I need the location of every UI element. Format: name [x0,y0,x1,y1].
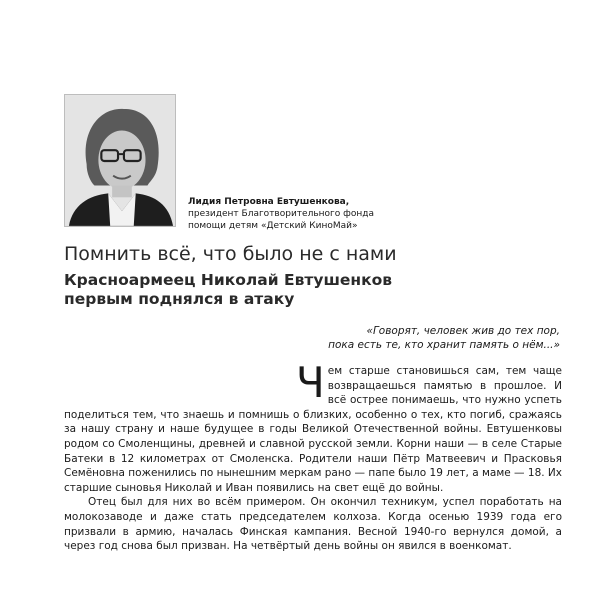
article-title: Помнить всё, что было не с нами [64,243,397,265]
drop-cap: Ч [296,358,325,407]
epigraph [250,324,560,352]
subtitle-line1: Красноармеец Николай Евтушенков [64,271,393,289]
paragraph-2: Отец был для них во всём примером. Он окончил техникум, успел поработать на молокозаводе и даже стать председателем колхоза. Когда осенью 1939 года его призвали в армию, началась Финская кампания. Весной 1940-го вернулся домой, а через год снова был призван. На четвёртый день войны он явился в военкомат. [64,496,562,553]
author-photo [64,94,176,227]
author-name: Лидия Петровна Евтушенкова, [188,197,350,207]
author-position-line1: президент Благотворительного фонда [188,209,374,219]
epigraph-line1: «Говорят, человек жив до тех пор, [366,325,560,337]
article-subtitle [64,271,564,309]
author-caption [188,196,448,232]
author-position-line2: помощи детям «Детский КиноМай» [188,221,358,231]
paragraph-1: ем старше становишься сам, тем чаще возвращаешься памятью в прошлое. И всё острее понимаешь, что нужно успеть поделиться тем, что знаешь и помнишь о близких, особенно о тех, кто погиб, сражаясь за нашу страну и наше будущее в годы Великой Отечественной войны. Евтушенковы родом со Смоленщины, древней и славной русской земли. Корни наши — в селе Старые Батеки в 12 километрах от Смоленска. Родители наши Пётр Матвеевич и Прасковья Семёновна поженились по нынешним меркам рано — папе было 19 лет, а маме — 18. Их старшие сыновья Николай и Иван появились на свет ещё до войны. [64,365,562,494]
article-body [64,358,562,554]
epigraph-line2: пока есть те, кто хранит память о нём...» [328,339,560,351]
subtitle-line2: первым поднялся в атаку [64,290,295,308]
portrait-image [65,95,175,226]
